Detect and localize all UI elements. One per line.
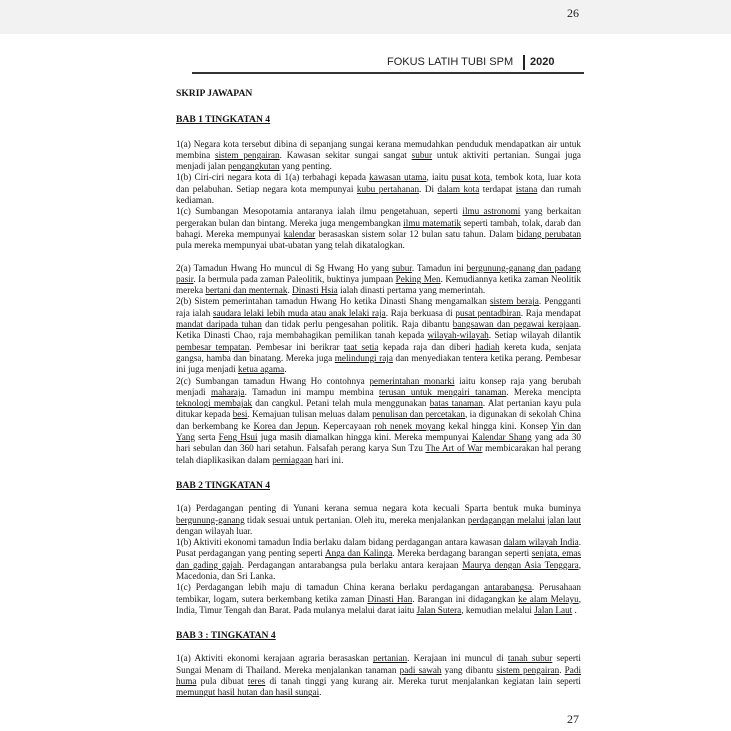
key-term: bertani dan menternak <box>205 285 288 296</box>
answer-text: 2(c) Sumbangan tamadun Hwang Ho contohnya <box>176 375 370 386</box>
answer-text: yang penting. <box>279 161 332 172</box>
answer-text: tidak sesuai untuk pertanian. Oleh itu, mereka menjalankan <box>244 514 468 525</box>
doc-title: SKRIP JAWAPAN <box>176 88 253 99</box>
answer-text: . Barangan ini didagangkan <box>412 593 519 604</box>
key-term: perdagangan melalui jalan laut <box>467 514 581 525</box>
key-term: istana <box>515 183 538 194</box>
key-term: Jalan Laut <box>534 604 573 615</box>
answer-text: yang berkaitan pergerakan bulan dan bintang. Mereka juga mengembangkan <box>176 206 581 228</box>
answer-text: pula mereka mempunyai ubat-ubatan yang telah dikatalogkan. <box>176 240 405 251</box>
answer-text: . Mereka mencipta <box>506 386 581 397</box>
answer-text: yang dibantu <box>441 664 497 675</box>
answer-paragraph <box>176 296 581 375</box>
key-term: kubu pertahanan <box>356 183 420 194</box>
answer-script <box>176 88 581 699</box>
answer-text: seperti Sungai Menam di Thailand. Mereka menjalankan tanaman <box>176 653 581 675</box>
answer-text: . Setiap wilayah dilantik <box>488 330 582 341</box>
key-term: Maurya dengan Asia Tenggara <box>462 559 579 570</box>
key-term: besi <box>232 409 248 420</box>
key-term: terusan untuk mengairi tanaman <box>379 386 507 397</box>
answer-text: 1(a) Aktiviti ekonomi kerajaan agraria berasaskan <box>176 653 373 664</box>
key-term: The Art of War <box>425 443 483 454</box>
answer-text: . Pembesar ini berikrar <box>249 341 344 352</box>
key-term: Yin dan Yang <box>176 420 581 443</box>
answer-text: . Ia bermula pada zaman Paleolitik, buktinya jumpaan <box>193 273 396 284</box>
answer-text: . Tamadun ini <box>411 262 467 273</box>
key-term: pembesar tempatan <box>176 341 250 352</box>
answer-text: yang ada 30 hari sebulan dan 360 hari setahun. Falsafah perang karya Sun Tzu <box>176 432 582 454</box>
section-heading: BAB 3 : TINGKATAN 4 <box>176 630 276 642</box>
header-rule <box>192 72 584 74</box>
answer-text: . <box>284 364 287 375</box>
page-number-top: 26 <box>567 6 579 20</box>
answer-text: di tanah tinggi yang kurang air. Mereka turut menjalankan kegiatan lain seperti <box>265 676 581 687</box>
key-term: bidang perubatan <box>516 228 581 239</box>
answer-paragraph <box>176 376 581 466</box>
answer-text: iaitu konsep raja yang berubah menjadi <box>176 375 582 397</box>
page-number-bottom: 27 <box>567 712 579 726</box>
top-margin-strip <box>0 0 731 34</box>
key-term: maharaja <box>210 386 245 397</box>
answer-text: . <box>319 687 322 698</box>
answer-text: . <box>287 285 293 296</box>
answer-text: juga masih diamalkan hingga kini. Mereka mempunyai <box>257 432 472 443</box>
answer-text: 2(a) Tamadun Hwang Ho muncul di Sg Hwang Ho yang <box>176 262 392 273</box>
key-term: taat setia <box>343 341 379 352</box>
answer-text: berasaskan sistem solar 12 bulan satu tahun. Dalam <box>315 228 517 239</box>
key-term: teres <box>247 676 266 687</box>
answer-text: . Raja berkuasa di <box>385 307 456 318</box>
answer-text: hari ini. <box>312 454 344 465</box>
key-term: Dinasti Han <box>367 593 413 604</box>
answer-text: . Kepercayaan <box>317 420 375 431</box>
key-term: ke alam Melayu <box>518 593 579 604</box>
key-term: sistem beraja <box>489 296 539 307</box>
answer-text: kekal hingga kini. Konsep <box>444 420 552 431</box>
key-term: hadiah <box>475 341 500 352</box>
key-term: pertanian <box>372 653 408 664</box>
answer-text: dan tidak perlu pengesahan politik. Raja dibantu <box>261 319 453 330</box>
answer-text: 1(b) Ciri-ciri negara kota di 1(a) terbahagi kepada <box>176 172 370 183</box>
key-term: dalam wilayah India <box>503 537 579 548</box>
key-term: antarabangsa <box>483 582 532 593</box>
answer-text: . Pengganti raja ialah <box>176 296 582 318</box>
key-term: wilayah-wilayah <box>427 330 489 341</box>
answer-text: , iaitu <box>426 172 452 183</box>
answer-text: terdapat <box>479 183 516 194</box>
answer-text: pula dibuat <box>196 676 248 687</box>
answer-text: . Kemajuan tulisan meluas dalam <box>247 409 373 420</box>
key-term: senjata, emas dan gading gajah <box>176 548 582 570</box>
key-term: sistem pengairan <box>215 149 280 160</box>
answer-text: membicarakan hal perang telah diaplikasikan dalam <box>176 443 581 465</box>
key-term: mandat daripada tuhan <box>176 319 262 330</box>
section-heading: BAB 1 TINGKATAN 4 <box>176 114 271 126</box>
answer-text: , ia digunakan di sekolah China dan berkembang ke <box>176 409 581 431</box>
key-term: pusat pentadbiran <box>455 307 521 318</box>
key-term: Kalendar Shang <box>471 432 532 443</box>
answer-paragraph <box>176 653 581 698</box>
key-term: melindungi raja <box>334 352 393 363</box>
answer-paragraph <box>176 537 581 582</box>
key-term: Korea dan Jepun <box>253 420 318 431</box>
key-term: kawasan utama <box>369 172 427 183</box>
answer-text: , tembok kota, luar kota dan pelabuhan. Setiap negara kota mempunyai <box>176 172 581 194</box>
key-term: Peking Men <box>395 273 441 284</box>
answer-text: 1(c) Perdagangan lebih maju di tamadun China kerana berlaku perdagangan <box>176 582 484 593</box>
answer-text: . Raja mendapat <box>520 307 581 318</box>
answer-paragraph <box>176 206 581 251</box>
answer-paragraph <box>176 582 581 616</box>
key-term: bangsawan dan pegawai kerajaan <box>452 319 579 330</box>
answer-text: seperti tambah, tolak, darab dan bahagi. Mereka mempunyai <box>176 217 581 239</box>
key-term: tanah subur <box>507 653 553 664</box>
answer-text: dengan wilayah luar. <box>176 525 253 536</box>
key-term: Jalan Sutera <box>416 604 462 615</box>
header-divider <box>523 55 525 70</box>
answer-text: . Kerajaan ini muncul di <box>407 653 508 664</box>
answer-text: . Kemudiannya ketika zaman Neolitik mereka <box>176 273 582 296</box>
key-term: sistem pengairan <box>496 664 560 675</box>
key-term: bergunung-ganang dan padang pasir <box>176 262 581 284</box>
answer-paragraph <box>176 139 581 173</box>
key-term: teknologi membajak <box>176 398 253 409</box>
answer-paragraph <box>176 172 581 206</box>
answer-text: 1(a) Perdagangan penting di Yunani kerana semua negara kota kecuali Sparta bentuk muka buminya <box>176 503 581 514</box>
answer-text: . Pusat perdagangan yang penting seperti <box>176 537 581 559</box>
answer-text: kepada raja dan diberi <box>378 341 476 352</box>
key-term: batas tanaman <box>429 398 483 409</box>
answer-text: dan menyediakan tentera ketika perang. Pembesar ini juga menjadi <box>176 352 582 375</box>
header-year: 2020 <box>530 56 555 68</box>
key-term: pemerintahan monarki <box>369 375 455 386</box>
running-header <box>383 54 583 73</box>
key-term: kalendar <box>283 228 316 239</box>
key-term: dalam kota <box>437 183 480 194</box>
answer-text: . Ketika Dinasti Chao, raja membahagikan pemilikan tanah kepada <box>176 319 581 341</box>
answer-text: . Di <box>419 183 438 194</box>
key-term: padi sawah <box>399 664 442 675</box>
key-term: pusat kota <box>451 172 491 183</box>
answer-text: . Alat pertanian kayu pula ditukar kepada <box>176 398 581 420</box>
answer-text: . Perusahaan tembikar, logam, sutera berkembang ketika zaman <box>176 582 581 604</box>
answer-text: 1(a) Negara kota tersebut dibina di sepanjang sungai kerana memudahkan penduduk mendapatkan air untuk membina <box>176 138 581 160</box>
key-term: ketua agama <box>238 364 285 375</box>
answer-text: . Mereka berdagang barangan seperti <box>392 548 532 559</box>
key-term: Dinasti Hsia <box>292 285 338 296</box>
answer-text: ialah dinasti pertama yang memerintah. <box>337 285 486 296</box>
header-title: FOKUS LATIH TUBI SPM <box>387 56 514 68</box>
answer-text: , Macedonia, dan Sri Lanka. <box>176 559 581 581</box>
key-term: bergunung-ganang <box>176 514 245 525</box>
key-term: ilmu astronomi <box>462 206 521 217</box>
answer-text: . Kawasan sekitar sungai sangat <box>279 149 412 160</box>
answer-text: . <box>572 604 577 615</box>
answer-text: 2(b) Sistem pemerintahan tamadun Hwang Ho ketika Dinasti Shang mengamalkan <box>176 296 490 307</box>
key-term: Padi huma <box>176 664 581 687</box>
key-term: roh nenek moyang <box>374 420 445 431</box>
key-term: pengangkutan <box>228 161 280 172</box>
answer-paragraph <box>176 503 581 537</box>
key-term: ilmu matematik <box>403 217 462 228</box>
key-term: saudara lelaki lebih muda atau anak lelaki raja <box>212 307 386 318</box>
key-term: subur <box>411 149 433 160</box>
key-term: Anga dan Kalinga <box>324 548 393 559</box>
answer-text: 1(b) Aktiviti ekonomi tamadun India berlaku dalam bidang perdagangan antara kawasan <box>176 537 504 548</box>
answer-text: , India, Timur Tengah dan Barat. Pada mulanya melalui darat iaitu <box>176 593 581 615</box>
section-heading: BAB 2 TINGKATAN 4 <box>176 479 271 491</box>
answer-text: . Tamadun ini mampu membina <box>244 386 379 397</box>
key-term: Feng Hsui <box>218 432 258 443</box>
key-term: memungut hasil hutan dan hasil sungai <box>176 687 320 698</box>
answer-text: serta <box>194 432 219 443</box>
answer-text: , kemudian melalui <box>461 604 535 615</box>
answer-text: untuk aktiviti pertanian. Sungai juga menjadi jalan <box>176 149 582 172</box>
answer-text: dan cangkul. Petani telah mula menggunakan <box>252 398 430 409</box>
answer-text: . Perdagangan antarabangsa pula berlaku antara kerajaan <box>241 559 463 570</box>
answer-paragraph <box>176 263 581 297</box>
answer-text: kereta kuda, senjata gangsa, hamba dan binatang. Mereka juga <box>176 341 581 363</box>
key-term: penulisan dan percetakan <box>372 409 466 420</box>
answer-text: . <box>559 664 565 675</box>
answer-text: 1(c) Sumbangan Mesopotamia antaranya ialah ilmu pengetahuan, seperti <box>176 206 463 217</box>
answer-text: dan rumah kediaman. <box>176 183 581 206</box>
key-term: perniagaan <box>272 454 313 465</box>
key-term: subur <box>391 262 412 273</box>
